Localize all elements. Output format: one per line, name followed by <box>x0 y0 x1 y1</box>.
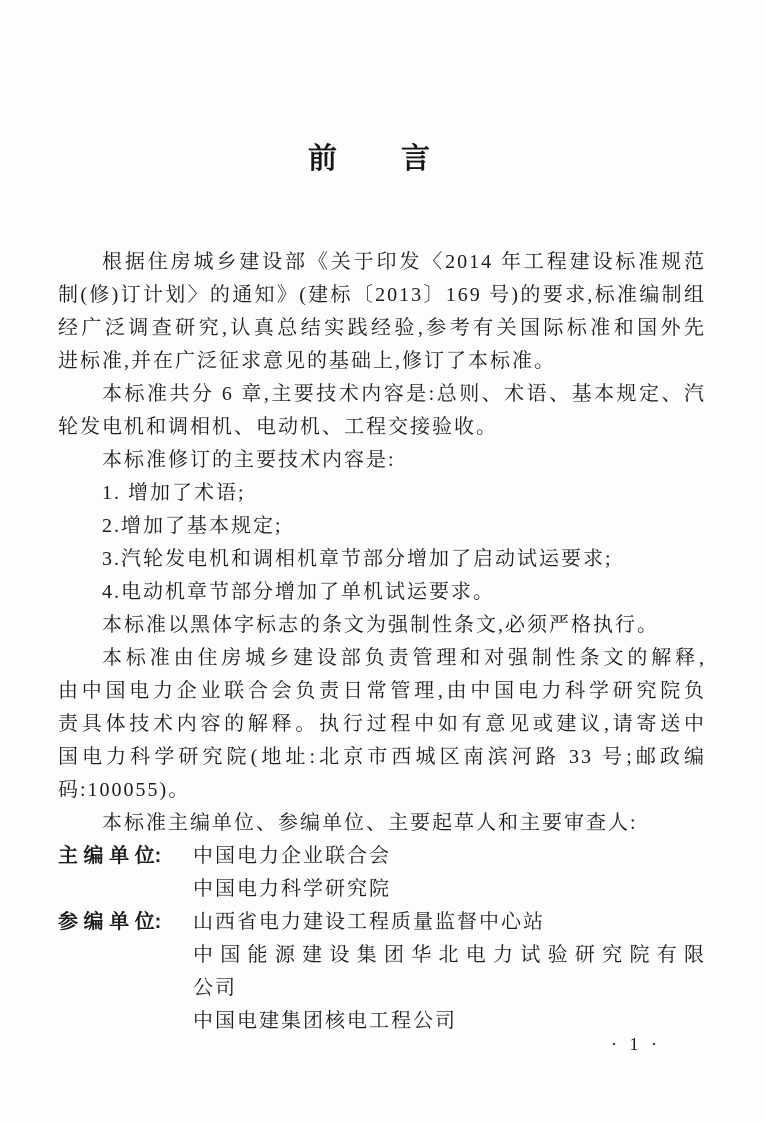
text-line: 责具体技术内容的解释。执行过程中如有意见或建议,请寄送中 <box>58 713 706 735</box>
title-char: 言 <box>401 143 431 175</box>
text-line: 本标准修订的主要技术内容是: <box>102 449 396 471</box>
text-line: 制(修)订计划〉的通知》(建标〔2013〕169 号)的要求,标准编制组 <box>58 284 706 306</box>
text-line: 中国能源建设集团华北电力试验研究院有限 <box>193 944 706 966</box>
text-line: 本标准以黑体字标志的条文为强制性条文,必须严格执行。 <box>102 614 659 636</box>
text-line: 本标准主编单位、参编单位、主要起草人和主要审查人: <box>102 812 638 834</box>
text-line <box>58 906 706 939</box>
text-line: 中国电力科学研究院 <box>193 878 391 900</box>
page-number: · 1 · <box>611 1034 661 1054</box>
text-line: 根据住房城乡建设部《关于印发〈2014 年工程建设标准规范 <box>102 251 706 273</box>
text-line: 2.增加了基本规定; <box>102 515 283 537</box>
text-line: 国电力科学研究院(地址:北京市西城区南滨河路 33 号;邮政编 <box>58 746 706 768</box>
text-line: 4.电动机章节部分增加了单机试运要求。 <box>102 581 495 603</box>
text-line: 码:100055)。 <box>58 779 191 801</box>
unit-role-label: 参 编 单 位: <box>58 911 162 933</box>
title-char: 前 <box>307 143 337 175</box>
text-line: 由中国电力企业联合会负责日常管理,由中国电力科学研究院负 <box>58 680 706 702</box>
text-line: 本标准共分 6 章,主要技术内容是:总则、术语、基本规定、汽 <box>102 383 706 405</box>
text-line <box>58 840 706 873</box>
text-line: 进标准,并在广泛征求意见的基础上,修订了本标准。 <box>58 350 556 372</box>
unit-name: 中国电力企业联合会 <box>193 845 391 867</box>
text-line: 1. 增加了术语; <box>102 482 246 504</box>
text-line: 本标准由住房城乡建设部负责管理和对强制性条文的解释, <box>102 647 706 669</box>
text-line: 经广泛调查研究,认真总结实践经验,参考有关国际标准和国外先 <box>58 317 706 339</box>
preface-body <box>58 246 706 1038</box>
text-line: 轮发电机和调相机、电动机、工程交接验收。 <box>58 416 498 438</box>
unit-name: 山西省电力建设工程质量监督中心站 <box>193 911 545 933</box>
document-title <box>0 144 738 174</box>
unit-role-label: 主 编 单 位: <box>58 845 162 867</box>
text-line: 公司 <box>193 977 237 999</box>
text-line: 3.汽轮发电机和调相机章节部分增加了启动试运要求; <box>102 548 613 570</box>
text-line: 中国电建集团核电工程公司 <box>193 1010 457 1032</box>
